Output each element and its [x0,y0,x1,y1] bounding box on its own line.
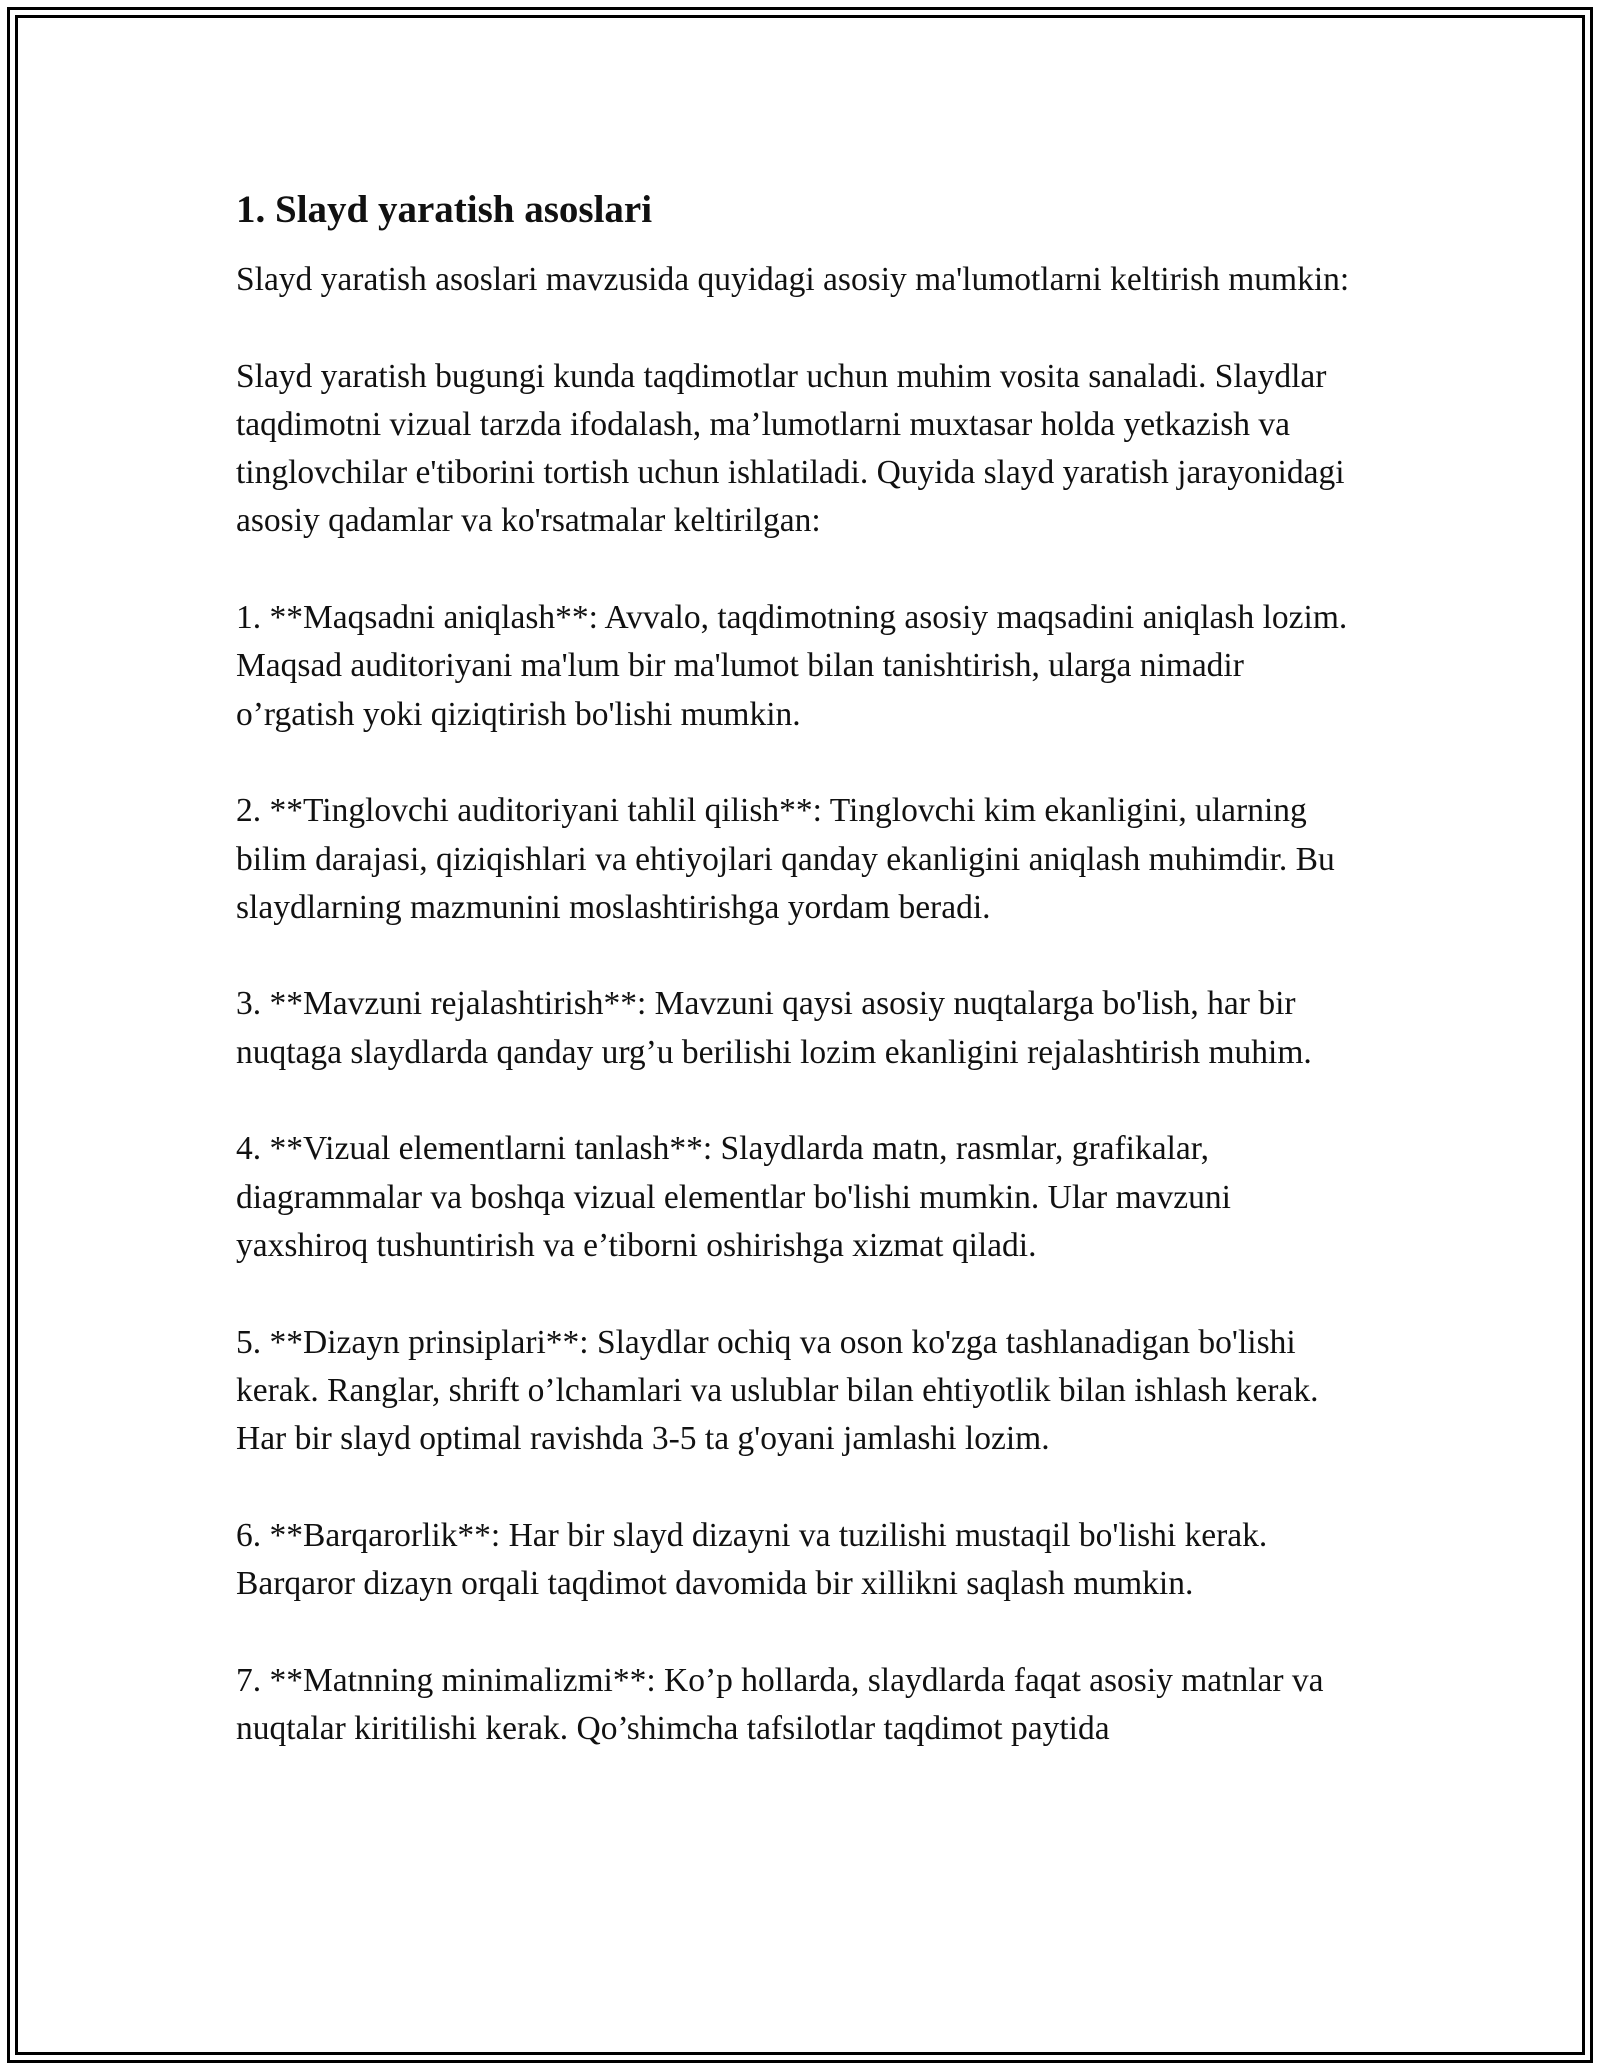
overview-paragraph: Slayd yaratish bugungi kunda taqdimotlar uchun muhim vosita sanaladi. Slaydlar taqdimotni vizual tarzda ifodalash, ma’lumotlarni muxtasar holda yetkazish va tinglovchilar e'tiborini tortish uchun ishlatiladi. Quyida slayd yaratish jarayonidagi asosiy qadamlar va ko'rsatmalar keltirilgan: [236,357,1345,540]
list-item-6: 6. **Barqarorlik**: Har bir slayd dizayni va tuzilishi mustaqil bo'lishi kerak. Barqaror dizayn orqali taqdimot davomida bir xillikni saqlash mumkin. [236,1516,1268,1603]
list-item-5: 5. **Dizayn prinsiplari**: Slaydlar ochiq va oson ko'zga tashlanadigan bo'lishi kerak. Ranglar, shrift o’lchamlari va uslublar bilan ehtiyotlik bilan ishlash kerak. Har bir slayd optimal ravishda 3-5 ta g'oyani jamlashi lozim. [236,1323,1319,1458]
list-item-7: 7. **Matnning minimalizmi**: Ko’p hollarda, slaydlarda faqat asosiy matnlar va nuqtalar kiritilishi kerak. Qo’shimcha tafsilotlar taqdimot paytida [236,1661,1324,1747]
section-heading: 1. Slayd yaratish asoslari [236,188,653,231]
list-item-4: 4. **Vizual elementlarni tanlash**: Slaydlarda matn, rasmlar, grafikalar, diagrammalar va boshqa vizual elementlar bo'lishi mumkin. Ular mavzuni yaxshiroq tushuntirish va e’tiborni oshirishga xizmat qiladi. [236,1130,1231,1264]
list-item-2: 2. **Tinglovchi auditoriyani tahlil qilish**: Tinglovchi kim ekanligini, ularning bilim darajasi, qiziqishlari va ehtiyojlari qanday ekanligini aniqlash muhimdir. Bu slaydlarning mazmunini moslashtirishga yordam beradi. [236,792,1335,926]
list-item-3: 3. **Mavzuni rejalashtirish**: Mavzuni qaysi asosiy nuqtalarga bo'lish, har bir nuqtaga slaydlarda qanday urg’u berilishi lozim ekanligini rejalashtirish muhim. [236,985,1312,1071]
document-body [236,186,1366,1753]
list-item-1: 1. **Maqsadni aniqlash**: Avvalo, taqdimotning asosiy maqsadini aniqlash lozim. Maqsad auditoriyani ma'lum bir ma'lumot bilan tanishtirish, ularga nimadir o’rgatish yoki qiziqtirish bo'lishi mumkin. [236,599,1348,733]
intro-paragraph: Slayd yaratish asoslari mavzusida quyidagi asosiy ma'lumotlarni keltirish mumkin: [236,261,1350,298]
